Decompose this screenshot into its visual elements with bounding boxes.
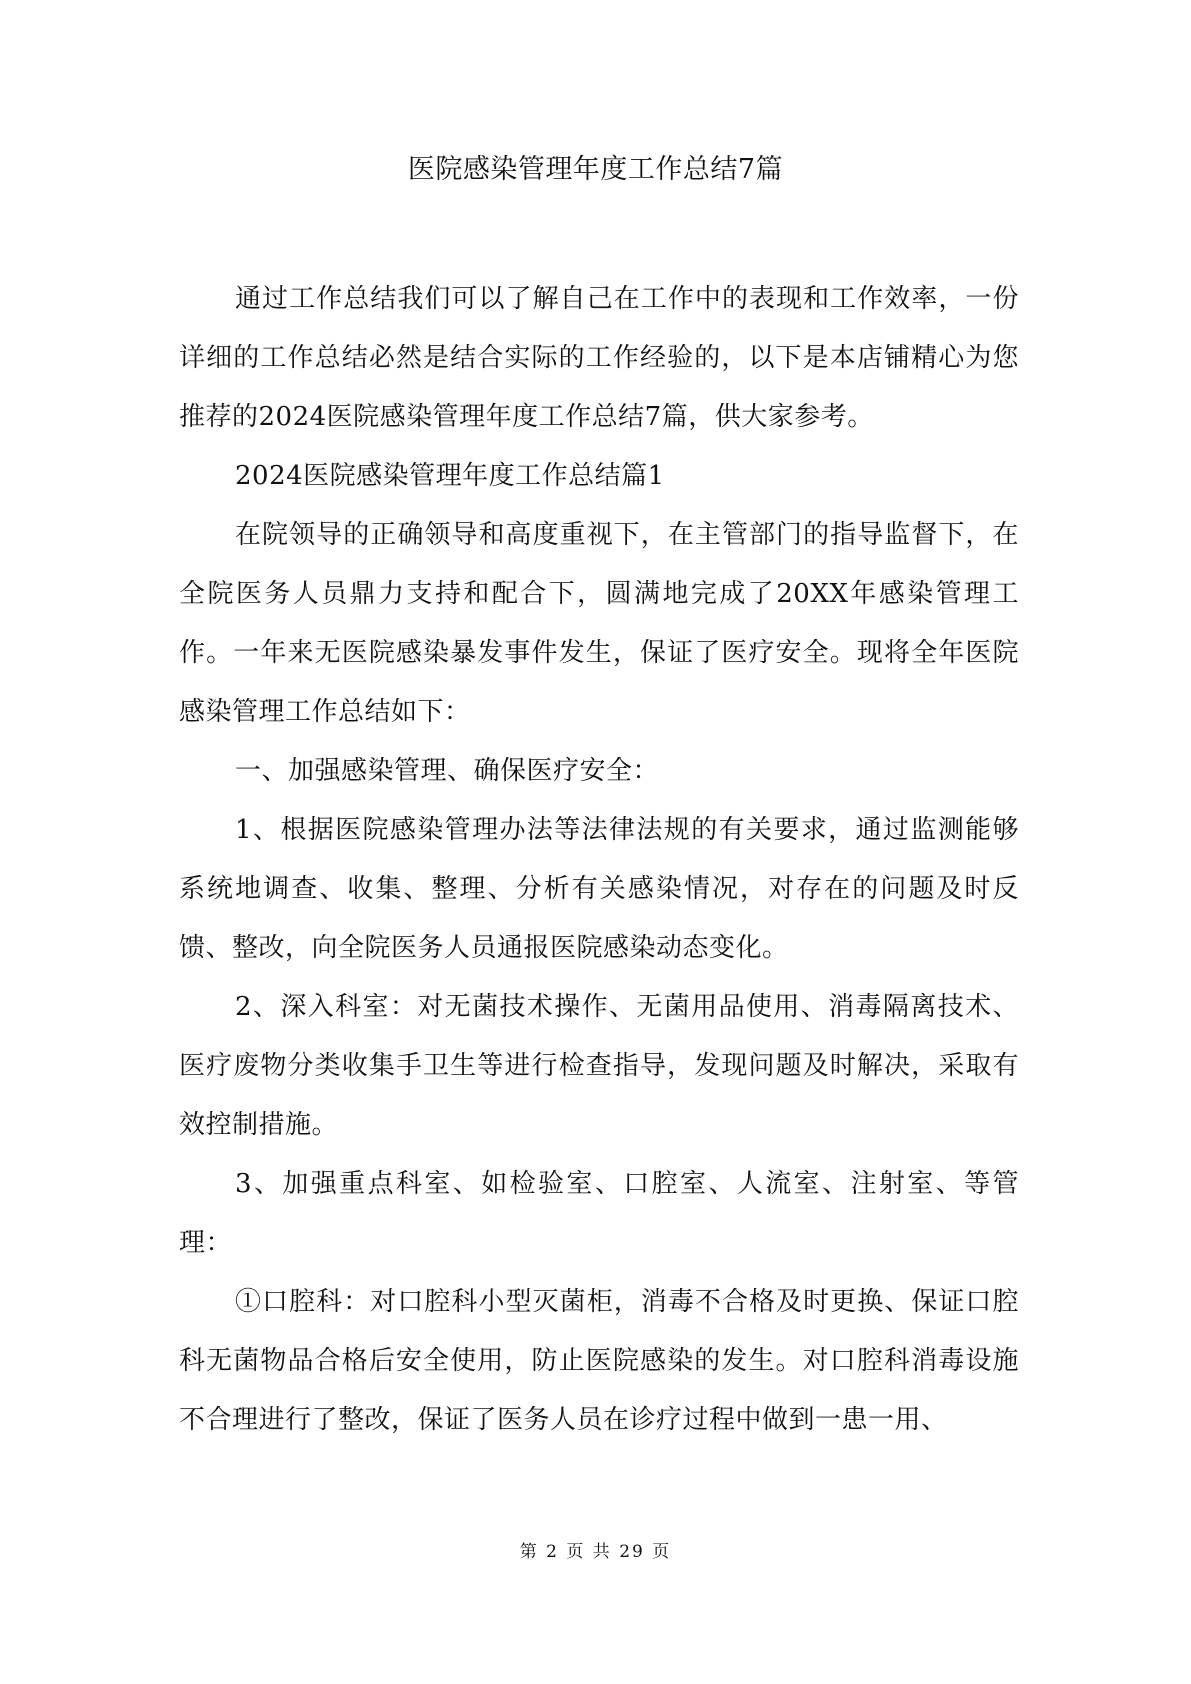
document-body — [179, 270, 1019, 1450]
list-item: 1、根据医院感染管理办法等法律法规的有关要求，通过监测能够系统地调查、收集、整理、分析有关感染情况，对存在的问题及时反馈、整改，向全院医务人员通报医院感染动态变化。 — [179, 815, 1019, 963]
document-title: 医院感染管理年度工作总结7篇 — [407, 154, 784, 185]
subsection-heading: 一、加强感染管理、确保医疗安全： — [235, 756, 660, 786]
body-paragraph: 在院领导的正确领导和高度重视下，在主管部门的指导监督下，在全院医务人员鼎力支持和配合下，圆满地完成了20XX年感染管理工作。一年来无医院感染暴发事件发生，保证了医疗安全。现将全年医院感染管理工作总结如下： — [179, 520, 1019, 727]
list-item: ①口腔科：对口腔科小型灭菌柜，消毒不合格及时更换、保证口腔科无菌物品合格后安全使用，防止医院感染的发生。对口腔科消毒设施不合理进行了整改，保证了医务人员在诊疗过程中做到一患一用、 — [179, 1287, 1019, 1435]
list-item: 3、加强重点科室、如检验室、口腔室、人流室、注射室、等管理： — [179, 1169, 1019, 1258]
page-footer: 第 2 页 共 29 页 — [519, 1542, 672, 1562]
section-heading: 2024医院感染管理年度工作总结篇1 — [235, 461, 665, 491]
intro-paragraph: 通过工作总结我们可以了解自己在工作中的表现和工作效率，一份详细的工作总结必然是结合实际的工作经验的，以下是本店铺精心为您推荐的2024医院感染管理年度工作总结7篇，供大家参考。 — [179, 284, 1019, 432]
list-item: 2、深入科室：对无菌技术操作、无菌用品使用、消毒隔离技术、医疗废物分类收集手卫生等进行检查指导，发现问题及时解决，采取有效控制措施。 — [179, 992, 1019, 1140]
